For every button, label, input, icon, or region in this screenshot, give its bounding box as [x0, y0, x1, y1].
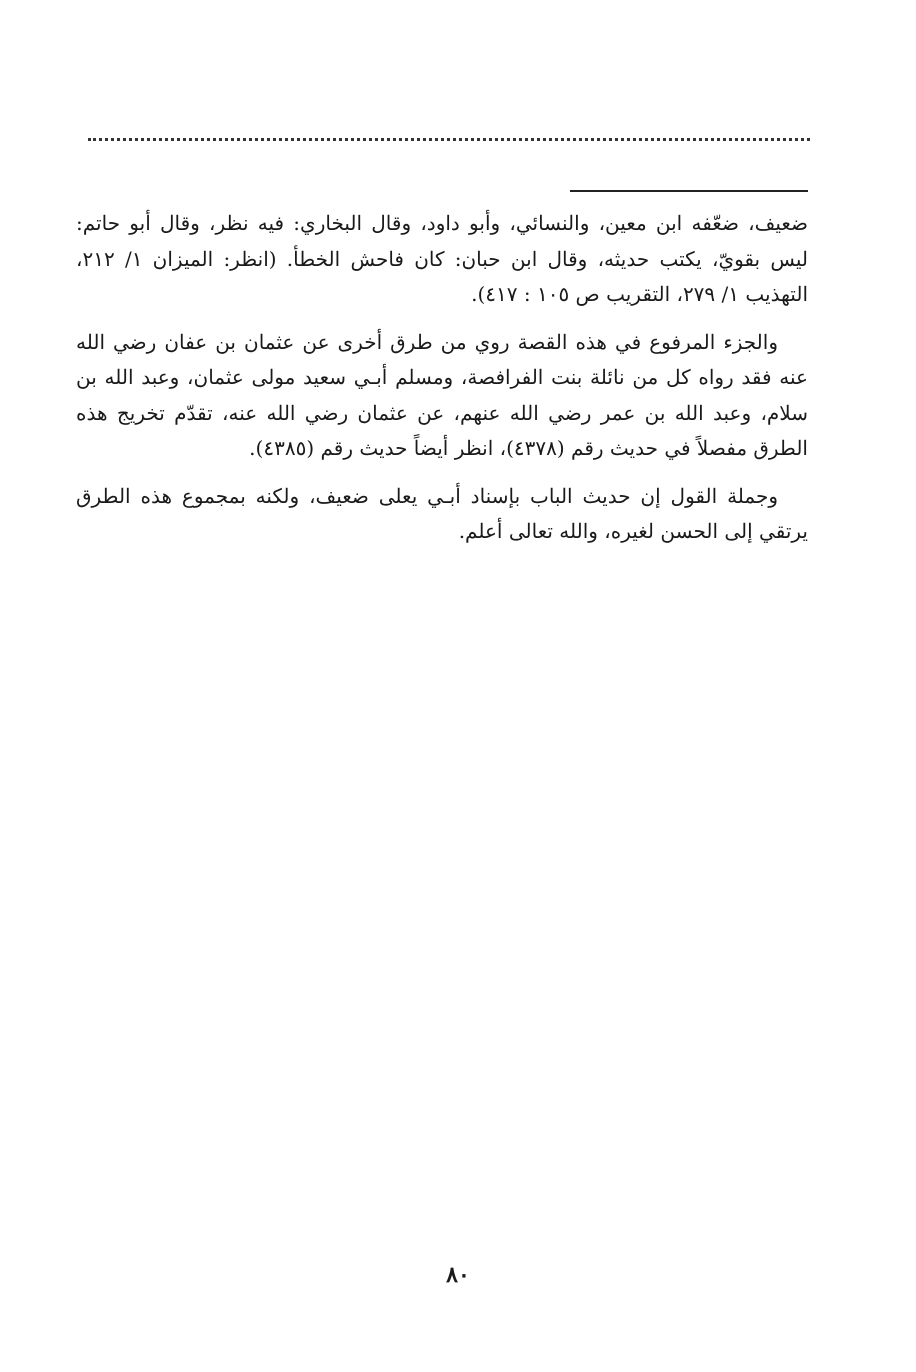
footnote-paragraph-1: ضعيف، ضعّفه ابن معين، والنسائي، وأبو داود، وقال البخاري: فيه نظر، وقال أبو حاتم: ليس بقويّ، يكتب حديثه، وقال ابن حبان: كان فاحش الخطأ. (انظر: الميزان ١/ ٢١٢، التهذيب ١/ ٢٧٩، التقريب ص ١٠٥ : ٤١٧). [76, 211, 808, 306]
footnote-separator [570, 190, 808, 192]
footnote-paragraph-3: وجملة القول إن حديث الباب بإسناد أبـي يعلى ضعيف، ولكنه بمجموع هذه الطرق يرتقي إلى الحسن لغيره، والله تعالى أعلم. [76, 483, 808, 543]
page-number: ٨٠ [446, 1262, 470, 1288]
dotted-separator [88, 138, 810, 141]
footnote-text-block [76, 206, 808, 562]
footnote-paragraph-2: والجزء المرفوع في هذه القصة روي من طرق أخرى عن عثمان بن عفان رضي الله عنه فقد رواه كل من نائلة بنت الفرافصة، ومسلم أبـي سعيد مولى عثمان، وعبد الله بن سلام، وعبد الله بن عمر رضي الله عنهم، عن عثمان رضي الله عنه، تقدّم تخريج هذه الطرق مفصلاً في حديث رقم (٤٣٧٨)، انظر أيضاً حديث رقم (٤٣٨٥). [76, 329, 808, 460]
